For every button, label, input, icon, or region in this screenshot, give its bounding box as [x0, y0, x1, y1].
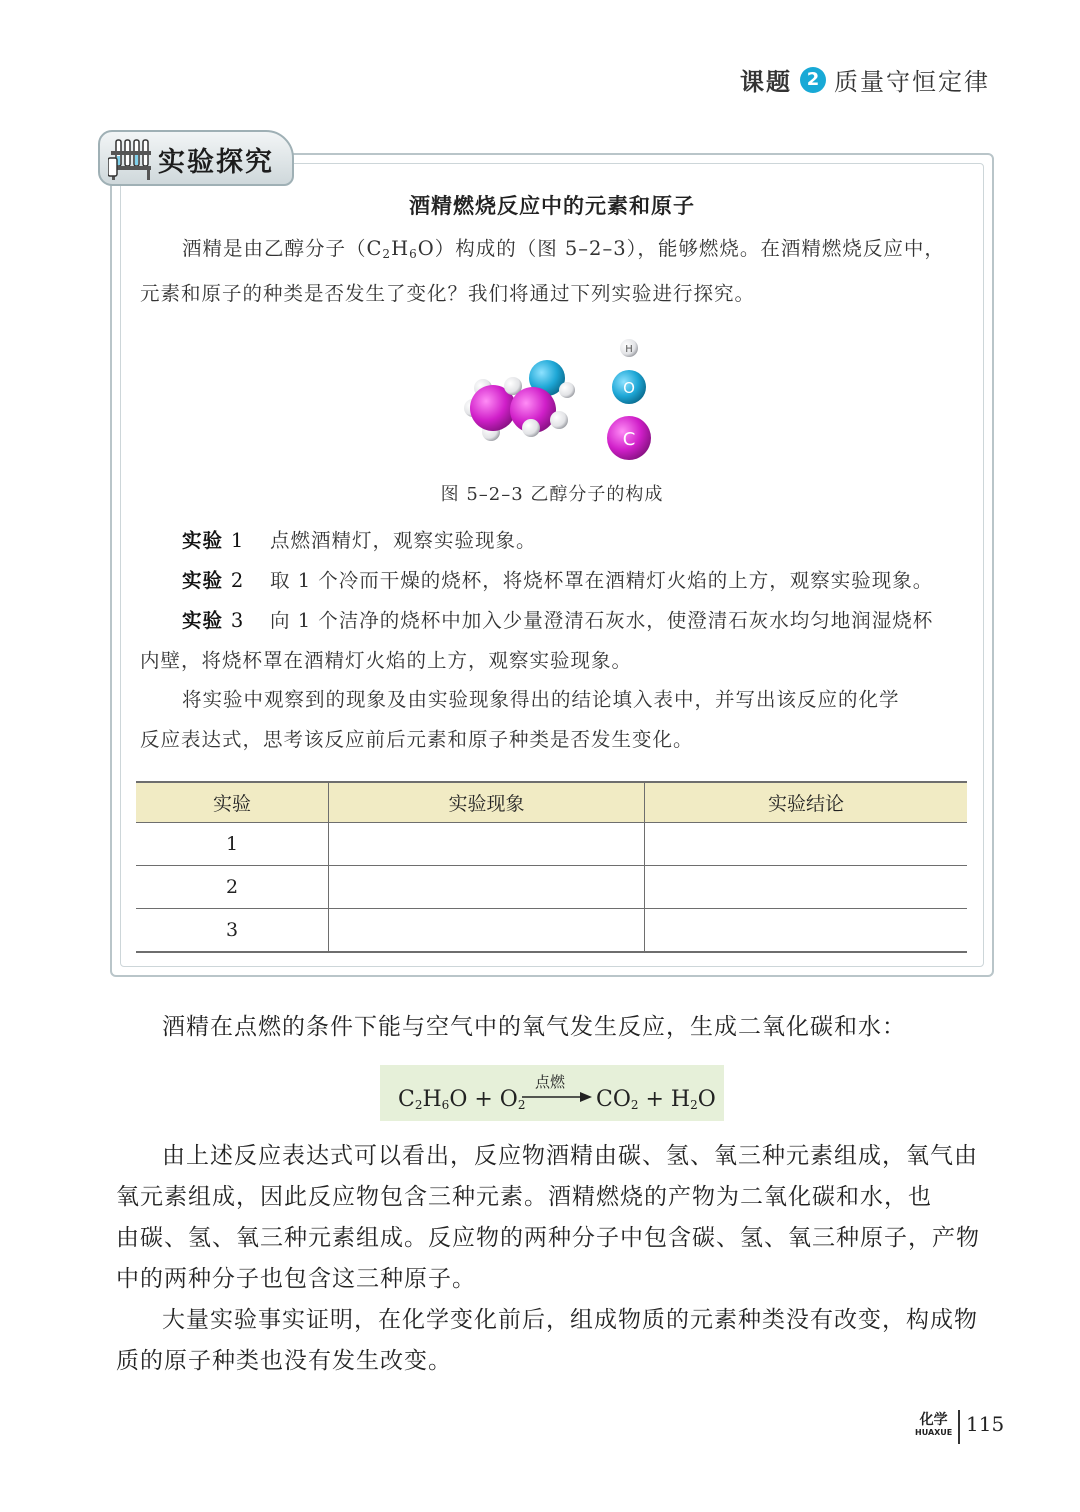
header-topic: 课题	[740, 68, 792, 96]
legend-h-label: H	[625, 344, 633, 355]
reaction-arrow-icon	[522, 1090, 592, 1104]
body-paragraph-2: 由上述反应表达式可以看出，反应物酒精由碳、氢、氧三种元素组成，氧气由 氧元素组成，因此反应物包含三种元素。酒精燃烧的产物为二氧化碳和水，也 由碳、氢、氧三种元素组成。反应物的两种分子中包含碳、氢、氧三种原子，产物 中的两种分子也包含这三种原子。	[116, 1143, 980, 1292]
ethanol-molecule-figure	[455, 330, 675, 470]
header-title: 质量守恒定律	[834, 68, 990, 96]
results-table	[136, 781, 967, 953]
conclusion-cell[interactable]	[645, 823, 968, 866]
row-number: 2	[136, 866, 329, 909]
section-label: 实验探究	[158, 147, 274, 178]
table-header-conclusion: 实验结论	[645, 782, 968, 823]
section-tab	[98, 130, 294, 186]
footer-subject: 化学 HUAXUE	[915, 1412, 953, 1437]
table-row	[136, 823, 967, 866]
table-row	[136, 866, 967, 909]
experiment-3: 实验 3 向 1 个洁净的烧杯中加入少量澄清石灰水，使澄清石灰水均匀地润湿烧杯 内壁，将烧杯罩在酒精灯火焰的上方，观察实验现象。	[140, 609, 934, 672]
table-row	[136, 909, 967, 953]
row-number: 3	[136, 909, 329, 953]
inquiry-title: 酒精燃烧反应中的元素和原子	[409, 193, 695, 218]
chemical-equation	[380, 1065, 724, 1121]
header-number-badge: 2	[800, 67, 826, 93]
row-number: 1	[136, 823, 329, 866]
page-number: 115	[966, 1412, 1005, 1436]
instruction-paragraph: 将实验中观察到的现象及由实验现象得出的结论填入表中，并写出该反应的化学 反应表达式，思考该反应前后元素和原子种类是否发生变化。	[140, 688, 900, 751]
reaction-condition: 点燃	[535, 1073, 566, 1091]
experiment-1: 实验 1 点燃酒精灯，观察实验现象。	[182, 529, 537, 552]
footer-divider	[958, 1410, 960, 1444]
equation-products: $CO_2 + H_2O$	[596, 1087, 716, 1112]
figure-caption: 图 5–2–3 乙醇分子的构成	[440, 484, 664, 505]
phenomenon-cell[interactable]	[329, 866, 645, 909]
running-header	[740, 62, 990, 97]
phenomenon-cell[interactable]	[329, 823, 645, 866]
table-header-phenomenon: 实验现象	[329, 782, 645, 823]
phenomenon-cell[interactable]	[329, 909, 645, 953]
experiment-2: 实验 2 取 1 个冷而干燥的烧杯，将烧杯罩在酒精灯火焰的上方，观察实验现象。	[182, 569, 934, 592]
table-header-experiment: 实验	[136, 782, 329, 823]
body-paragraph-1: 酒精在点燃的条件下能与空气中的氧气发生反应，生成二氧化碳和水：	[162, 1014, 906, 1040]
conclusion-cell[interactable]	[645, 909, 968, 953]
body-paragraph-3: 大量实验事实证明，在化学变化前后，组成物质的元素种类没有改变，构成物 质的原子种类也没有发生改变。	[116, 1307, 978, 1374]
test-tube-rack-icon	[108, 136, 152, 182]
legend-o-label: O	[623, 379, 635, 397]
legend-c-label: C	[622, 429, 636, 450]
intro-paragraph: 酒精是由乙醇分子$(C_2H_6O)$构成的（图 5–2–3），能够燃烧。在酒精燃烧反应中， 元素和原子的种类是否发生了变化？我们将通过下列实验进行探究。	[140, 237, 945, 305]
equation-reactants: $C_2H_6O + O_2$	[398, 1087, 526, 1112]
atom-legend	[607, 339, 651, 460]
conclusion-cell[interactable]	[645, 866, 968, 909]
